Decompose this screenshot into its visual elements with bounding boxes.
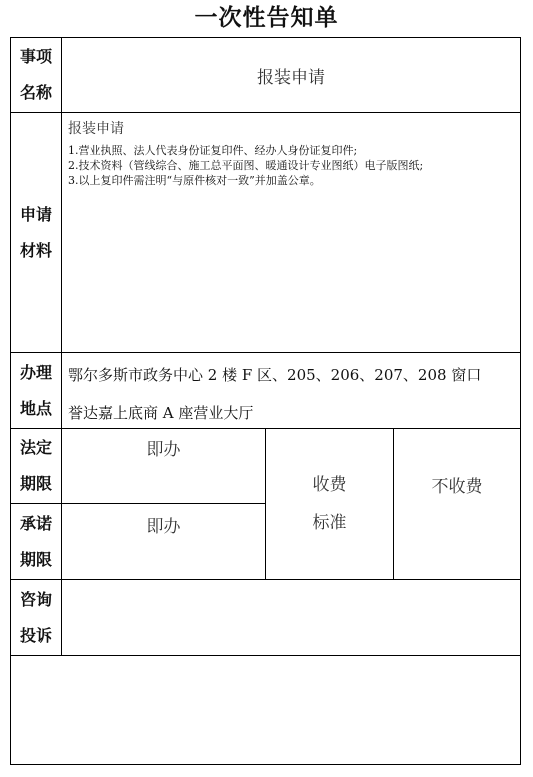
complaint-value: [62, 580, 520, 655]
page-title: 一次性告知单: [194, 4, 339, 31]
fee-label: 收费 标准: [312, 475, 347, 533]
materials-label: 申请 材料: [19, 204, 52, 260]
promised-period-label: 承诺 期限: [19, 513, 52, 569]
location-line-2: 誉达嘉上底商 A 座营业大厅: [68, 404, 254, 422]
legal-period-label: 法定 期限: [19, 438, 52, 493]
location-line-1: 鄂尔多斯市政务中心 2 楼 F 区、205、206、207、208 窗口: [68, 366, 482, 384]
fee-value: 不收费: [431, 476, 483, 497]
materials-heading: 报装申请: [68, 121, 124, 137]
item-name-value: 报装申请: [257, 67, 325, 88]
legal-period-value: 即办: [146, 439, 181, 460]
location-value: [68, 356, 518, 432]
blank-row: [11, 656, 520, 764]
materials-item-2: 2.技术资料（管线综合、施工总平面图、暖通设计专业图纸）电子版图纸;: [68, 159, 424, 172]
location-label: 办理 地点: [19, 362, 52, 418]
materials-content: [68, 122, 516, 188]
complaint-label: 咨询 投诉: [19, 589, 52, 645]
materials-item-3: 3.以上复印件需注明“与原件核对一致”并加盖公章。: [68, 174, 321, 187]
item-name-label: 事项 名称: [19, 47, 52, 102]
promised-period-value: 即办: [146, 516, 181, 537]
materials-item-1: 1.营业执照、法人代表身份证复印件、经办人身份证复印件;: [68, 144, 358, 157]
